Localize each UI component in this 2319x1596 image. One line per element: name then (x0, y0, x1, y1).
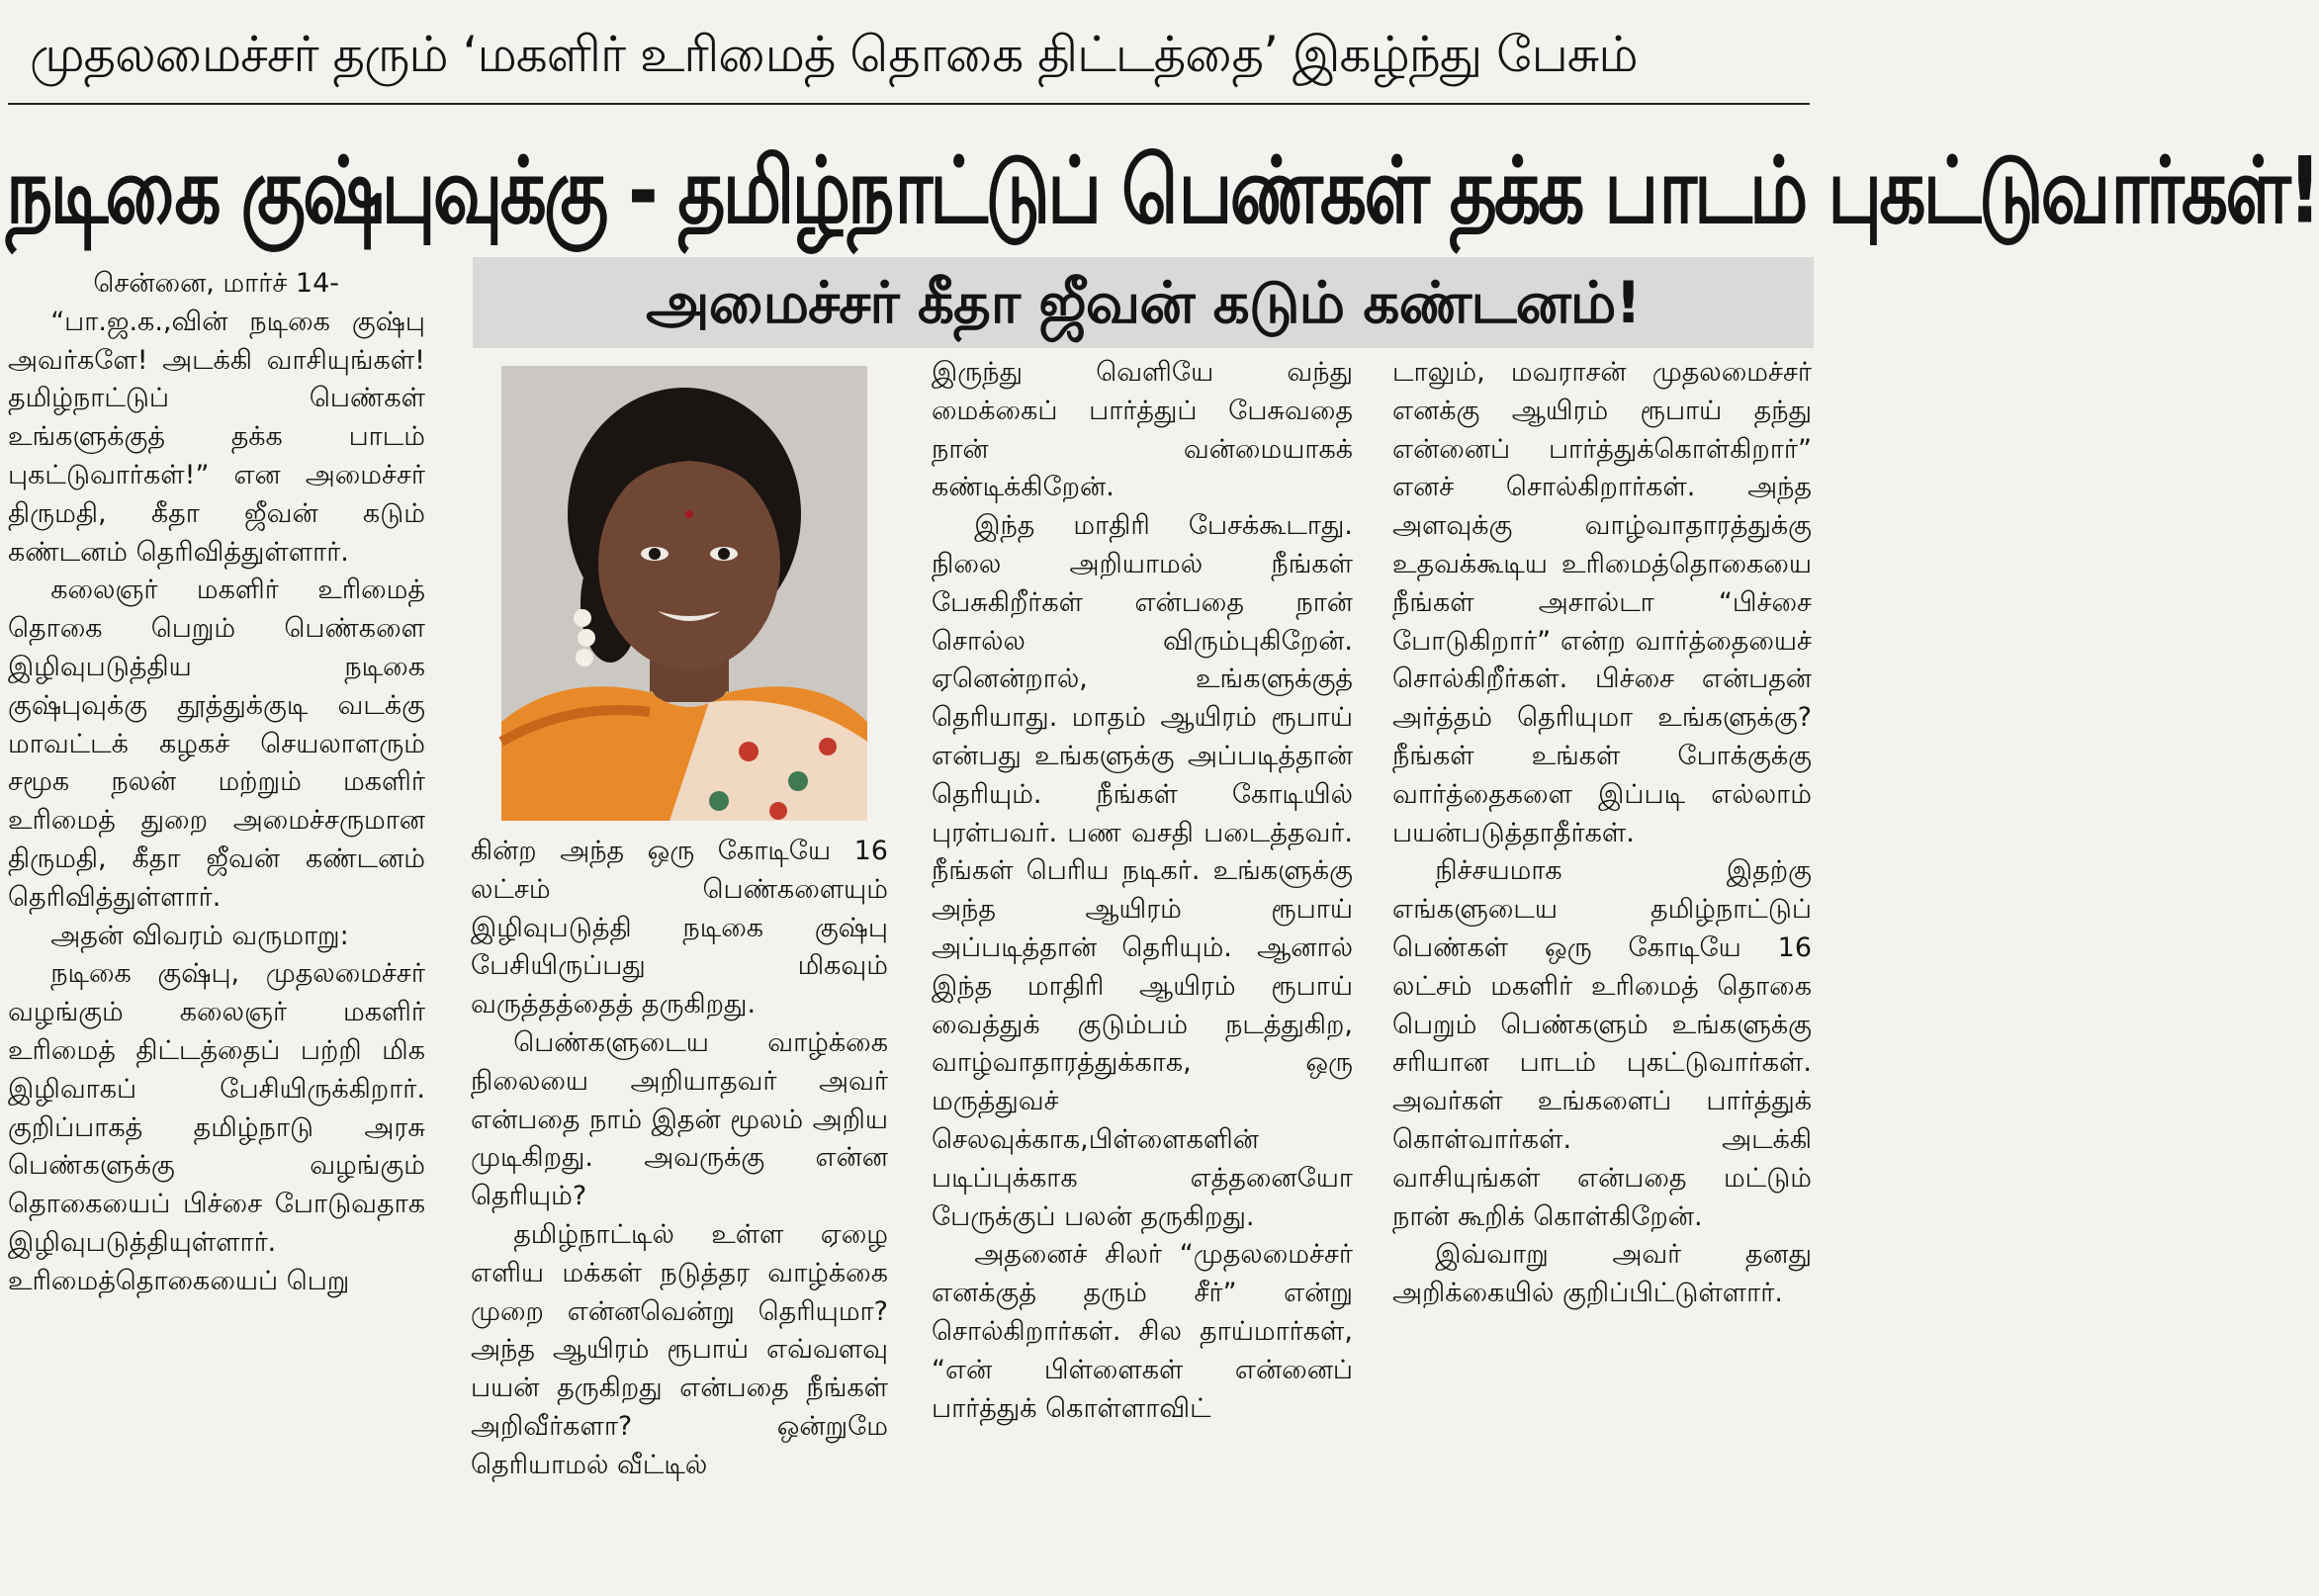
portrait-photo-icon (501, 366, 867, 821)
paragraph: அதனைச் சிலர் “முதலமைச்சர் எனக்குத் தரும் சீர்” என்று சொல்கிறார்கள். சில தாய்மார்கள், “என் பிள்ளைகள் என்னைப் பார்த்துக் கொள்ளாவிட் (932, 1239, 1353, 1424)
article-column-3 (932, 354, 1353, 1580)
article-column-4 (1392, 354, 1812, 1580)
paragraph: தமிழ்நாட்டில் உள்ள ஏழை எளிய மக்கள் நடுத்தர வாழ்க்கை முறை என்னவென்று தெரியுமா? அந்த ஆயிரம் ரூபாய் எவ்வளவு பயன் தருகிறது என்பதை நீங்கள் அறிவீர்களா? ஒன்றுமே தெரியாமல் வீட்டில் (471, 1218, 888, 1480)
subheadline: அமைச்சர் கீதா ஜீவன் கடும் கண்டனம்! (473, 257, 1814, 348)
paragraph: டாலும், மவராசன் முதலமைச்சர் எனக்கு ஆயிரம் ரூபாய் தந்து என்னைப் பார்த்துக்கொள்கிறார்” எனச் சொல்கிறார்கள். அந்த அளவுக்கு வாழ்வாதாரத்துக்கு உதவக்கூடிய உரிமைத்தொகையை நீங்கள் அசால்டா “பிச்சை போடுகிறார்” என்ற வார்த்தையைச் சொல்கிறீர்கள். பிச்சை என்பதன் அர்த்தம் தெரியுமா உங்களுக்கு? நீங்கள் உங்கள் போக்குக்கு வார்த்தைகளை இப்படி எல்லாம் பயன்படுத்தாதீர்கள். (1392, 357, 1812, 848)
paragraph: இவ்வாறு அவர் தனது அறிக்கையில் குறிப்பிட்டுள்ளார். (1392, 1239, 1812, 1309)
article-column-1 (8, 265, 425, 1580)
paragraph: பெண்களுடைய வாழ்க்கை நிலையை அறியாதவர் அவர் என்பதை நாம் இதன் மூலம் அறிய முடிகிறது. அவருக்கு என்ன தெரியும்? (471, 1026, 888, 1212)
paragraph: “பா.ஜ.க.,வின் நடிகை குஷ்பு அவர்களே! அடக்கி வாசியுங்கள்! தமிழ்நாட்டுப் பெண்கள் உங்களுக்குத் தக்க பாடம் புகட்டுவார்கள்!” என அமைச்சர் திருமதி, கீதா ஜீவன் கடும் கண்டனம் தெரிவித்துள்ளார். (8, 306, 425, 568)
paragraph: கலைஞர் மகளிர் உரிமைத் தொகை பெறும் பெண்களை இழிவுபடுத்திய நடிகை குஷ்புவுக்கு தூத்துக்குடி வடக்கு மாவட்டக் கழகச் செயலாளரும் சமூக நலன் மற்றும் மகளிர் உரிமைத் துறை அமைச்சருமான திருமதி, கீதா ஜீவன் கண்டனம் தெரிவித்துள்ளார். (8, 575, 425, 913)
minister-portrait-photo (501, 366, 867, 821)
paragraph: நிச்சயமாக இதற்கு எங்களுடைய தமிழ்நாட்டுப் பெண்கள் ஒரு கோடியே 16 லட்சம் மகளிர் உரிமைத் தொகை பெறும் பெண்களும் உங்களுக்கு சரியான பாடம் புகட்டுவார்கள். அவர்கள் உங்களைப் பார்த்துக் கொள்வார்கள். அடக்கி வாசியுங்கள் என்பதை மட்டும் நான் கூறிக் கொள்கிறேன். (1392, 855, 1812, 1232)
divider-rule (8, 103, 1810, 105)
dateline: சென்னை, மார்ச் 14- (93, 268, 340, 299)
headline: நடிகை குஷ்புவுக்கு - தமிழ்நாட்டுப் பெண்கள் தக்க பாடம் புகட்டுவார்கள்! (6, 137, 2319, 244)
paragraph: நடிகை குஷ்பு, முதலமைச்சர் வழங்கும் கலைஞர் மகளிர் உரிமைத் திட்டத்தைப் பற்றி மிக இழிவாகப் பேசியிருக்கிறார். குறிப்பாகத் தமிழ்நாடு அரசு பெண்களுக்கு வழங்கும் தொகையைப் பிச்சை போடுவதாக இழிவுபடுத்தியுள்ளார். உரிமைத்தொகையைப் பெறு (8, 958, 425, 1296)
paragraph: கின்ற அந்த ஒரு கோடியே 16 லட்சம் பெண்களையும் இழிவுபடுத்தி நடிகை குஷ்பு பேசியிருப்பது மிகவும் வருத்தத்தைத் தருகிறது. (471, 836, 888, 1020)
kicker-line: முதலமைச்சர் தரும் ‘மகளிர் உரிமைத் தொகை திட்டத்தை’ இகழ்ந்து பேசும் (30, 26, 1638, 83)
paragraph: இந்த மாதிரி பேசக்கூடாது. நிலை அறியாமல் நீங்கள் பேசுகிறீர்கள் என்பதை நான் சொல்ல விரும்புகிறேன். ஏனென்றால், உங்களுக்குத் தெரியாது. மாதம் ஆயிரம் ரூபாய் என்பது உங்களுக்கு அப்படித்தான் தெரியும். நீங்கள் கோடியில் புரள்பவர். பண வசதி படைத்தவர். நீங்கள் பெரிய நடிகர். உங்களுக்கு அந்த ஆயிரம் ரூபாய் அப்படித்தான் தெரியும். ஆனால் இந்த மாதிரி ஆயிரம் ரூபாய் வைத்துக் குடும்பம் நடத்துகிற, வாழ்வாதாரத்துக்காக, ஒரு மருத்துவச் செலவுக்காக,பிள்ளைகளின் படிப்புக்காக எத்தனையோ பேருக்குப் பலன் தருகிறது. (932, 510, 1353, 1232)
article-column-2 (471, 833, 888, 1580)
paragraph: அதன் விவரம் வருமாறு: (50, 920, 349, 951)
paragraph: இருந்து வெளியே வந்து மைக்கைப் பார்த்துப் பேசுவதை நான் வன்மையாகக் கண்டிக்கிறேன். (932, 357, 1353, 503)
